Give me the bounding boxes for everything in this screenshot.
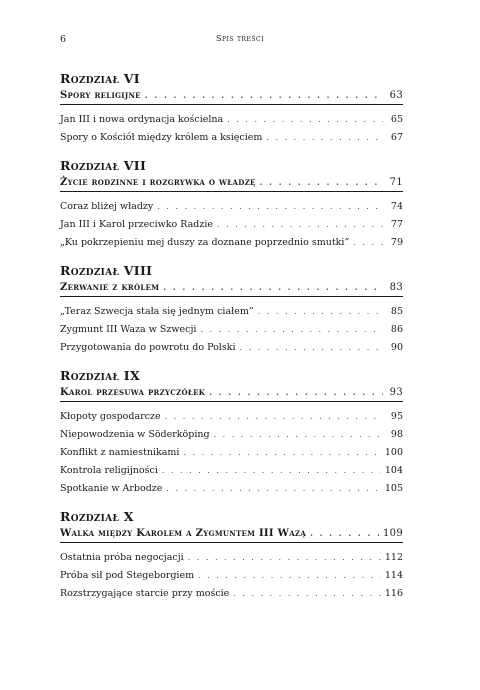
- entry-title: Kłopoty gospodarcze: [60, 411, 161, 422]
- table-of-contents: [60, 72, 403, 615]
- toc-entry[interactable]: [60, 129, 403, 147]
- chapter-title-entry[interactable]: [60, 279, 403, 297]
- entry-title: Spory religijne: [60, 90, 141, 101]
- toc-entry[interactable]: [60, 426, 403, 444]
- entry-page: 71: [389, 177, 403, 188]
- chapter-label: Rozdział X: [60, 509, 134, 524]
- entry-page: 104: [384, 465, 403, 476]
- entry-page: 95: [390, 411, 403, 422]
- chapter-title-entry[interactable]: [60, 87, 403, 105]
- dot-leader: [183, 444, 380, 462]
- entry-page: 100: [384, 447, 403, 458]
- dot-leader: [145, 87, 383, 104]
- dot-leader: [266, 129, 383, 147]
- chapter-vii: [60, 159, 403, 252]
- entry-page: 109: [383, 528, 403, 539]
- toc-entry[interactable]: [60, 585, 403, 603]
- dot-leader: [166, 480, 380, 498]
- dot-leader: [157, 198, 383, 216]
- page-number: 6: [60, 34, 67, 45]
- dot-leader: [260, 174, 383, 191]
- entry-page: 86: [390, 324, 403, 335]
- dot-leader: [217, 216, 383, 234]
- toc-entry[interactable]: [60, 549, 403, 567]
- dot-leader: [200, 321, 383, 339]
- dot-leader: [240, 339, 383, 357]
- entry-title: Zerwanie z królem: [60, 282, 160, 293]
- running-title: Spis treści: [215, 34, 264, 43]
- dot-leader: [162, 462, 381, 480]
- toc-entry[interactable]: [60, 339, 403, 357]
- chapter-vi: [60, 72, 403, 147]
- dot-leader: [258, 303, 383, 321]
- entry-page: 93: [389, 387, 403, 398]
- toc-entry[interactable]: [60, 444, 403, 462]
- dot-leader: [163, 279, 383, 296]
- entry-title: „Teraz Szwecja stała się jednym ciałem”: [60, 306, 254, 317]
- dot-leader: [233, 585, 381, 603]
- entry-title: Ostatnia próba negocjacji: [60, 552, 184, 563]
- entry-title: Kontrola religijności: [60, 465, 158, 476]
- running-header: [60, 34, 420, 48]
- entry-title: Rozstrzygające starcie przy moście: [60, 588, 230, 599]
- entry-page: 74: [390, 201, 403, 212]
- toc-entry[interactable]: [60, 462, 403, 480]
- entry-page: 77: [390, 219, 403, 230]
- chapter-title-entry[interactable]: [60, 384, 403, 402]
- chapter-x: [60, 510, 403, 603]
- entry-title: Niepowodzenia w Söderköping: [60, 429, 210, 440]
- entry-page: 63: [389, 90, 403, 101]
- toc-entry[interactable]: [60, 303, 403, 321]
- dot-leader: [214, 426, 383, 444]
- entry-page: 79: [390, 237, 403, 248]
- entry-page: 65: [390, 114, 403, 125]
- chapter-title-entry[interactable]: [60, 174, 403, 192]
- entry-title: Jan III i Karol przeciwko Radzie: [60, 219, 214, 230]
- toc-entry[interactable]: [60, 408, 403, 426]
- chapter-viii: [60, 264, 403, 357]
- entry-page: 112: [384, 552, 403, 563]
- chapter-label: Rozdział VIII: [60, 263, 153, 278]
- dot-leader: [310, 525, 379, 542]
- entry-page: 83: [389, 282, 403, 293]
- chapter-title-entry[interactable]: [60, 525, 403, 543]
- entry-title: Karol przesuwa przyczółek: [60, 387, 206, 398]
- entry-page: 98: [390, 429, 403, 440]
- chapter-label: Rozdział VII: [60, 158, 147, 173]
- chapter-label: Rozdział IX: [60, 368, 140, 383]
- chapter-ix: [60, 369, 403, 498]
- entry-title: Życie rodzinne i rozgrywka o władzę: [60, 177, 256, 188]
- entry-page: 105: [384, 483, 403, 494]
- entry-title: Zygmunt III Waza w Szwecji: [60, 324, 197, 335]
- entry-title: Spotkanie w Arbodze: [60, 483, 163, 494]
- toc-entry[interactable]: [60, 111, 403, 129]
- entry-title: Spory o Kościół między królem a księciem: [60, 132, 263, 143]
- dot-leader: [227, 111, 383, 129]
- entry-title: Coraz bliżej władzy: [60, 201, 154, 212]
- toc-entry[interactable]: [60, 567, 403, 585]
- entry-title: Próba sił pod Stegeborgiem: [60, 570, 195, 581]
- dot-leader: [353, 234, 383, 252]
- entry-title: Konflikt z namiestnikami: [60, 447, 180, 458]
- chapter-label: Rozdział VI: [60, 71, 140, 86]
- entry-title: „Ku pokrzepieniu mej duszy za doznane poprzednio smutki”: [60, 237, 350, 248]
- dot-leader: [165, 408, 383, 426]
- dot-leader: [198, 567, 381, 585]
- toc-entry[interactable]: [60, 198, 403, 216]
- entry-page: 85: [390, 306, 403, 317]
- toc-entry[interactable]: [60, 321, 403, 339]
- dot-leader: [188, 549, 381, 567]
- entry-title: Jan III i nowa ordynacja kościelna: [60, 114, 224, 125]
- entry-title: Przygotowania do powrotu do Polski: [60, 342, 236, 353]
- toc-entry[interactable]: [60, 234, 403, 252]
- toc-entry[interactable]: [60, 480, 403, 498]
- entry-page: 116: [384, 588, 403, 599]
- entry-title: Walka między Karolem a Zygmuntem III Wazą: [60, 528, 307, 539]
- toc-entry[interactable]: [60, 216, 403, 234]
- entry-page: 67: [390, 132, 403, 143]
- entry-page: 90: [390, 342, 403, 353]
- dot-leader: [209, 384, 383, 401]
- entry-page: 114: [384, 570, 403, 581]
